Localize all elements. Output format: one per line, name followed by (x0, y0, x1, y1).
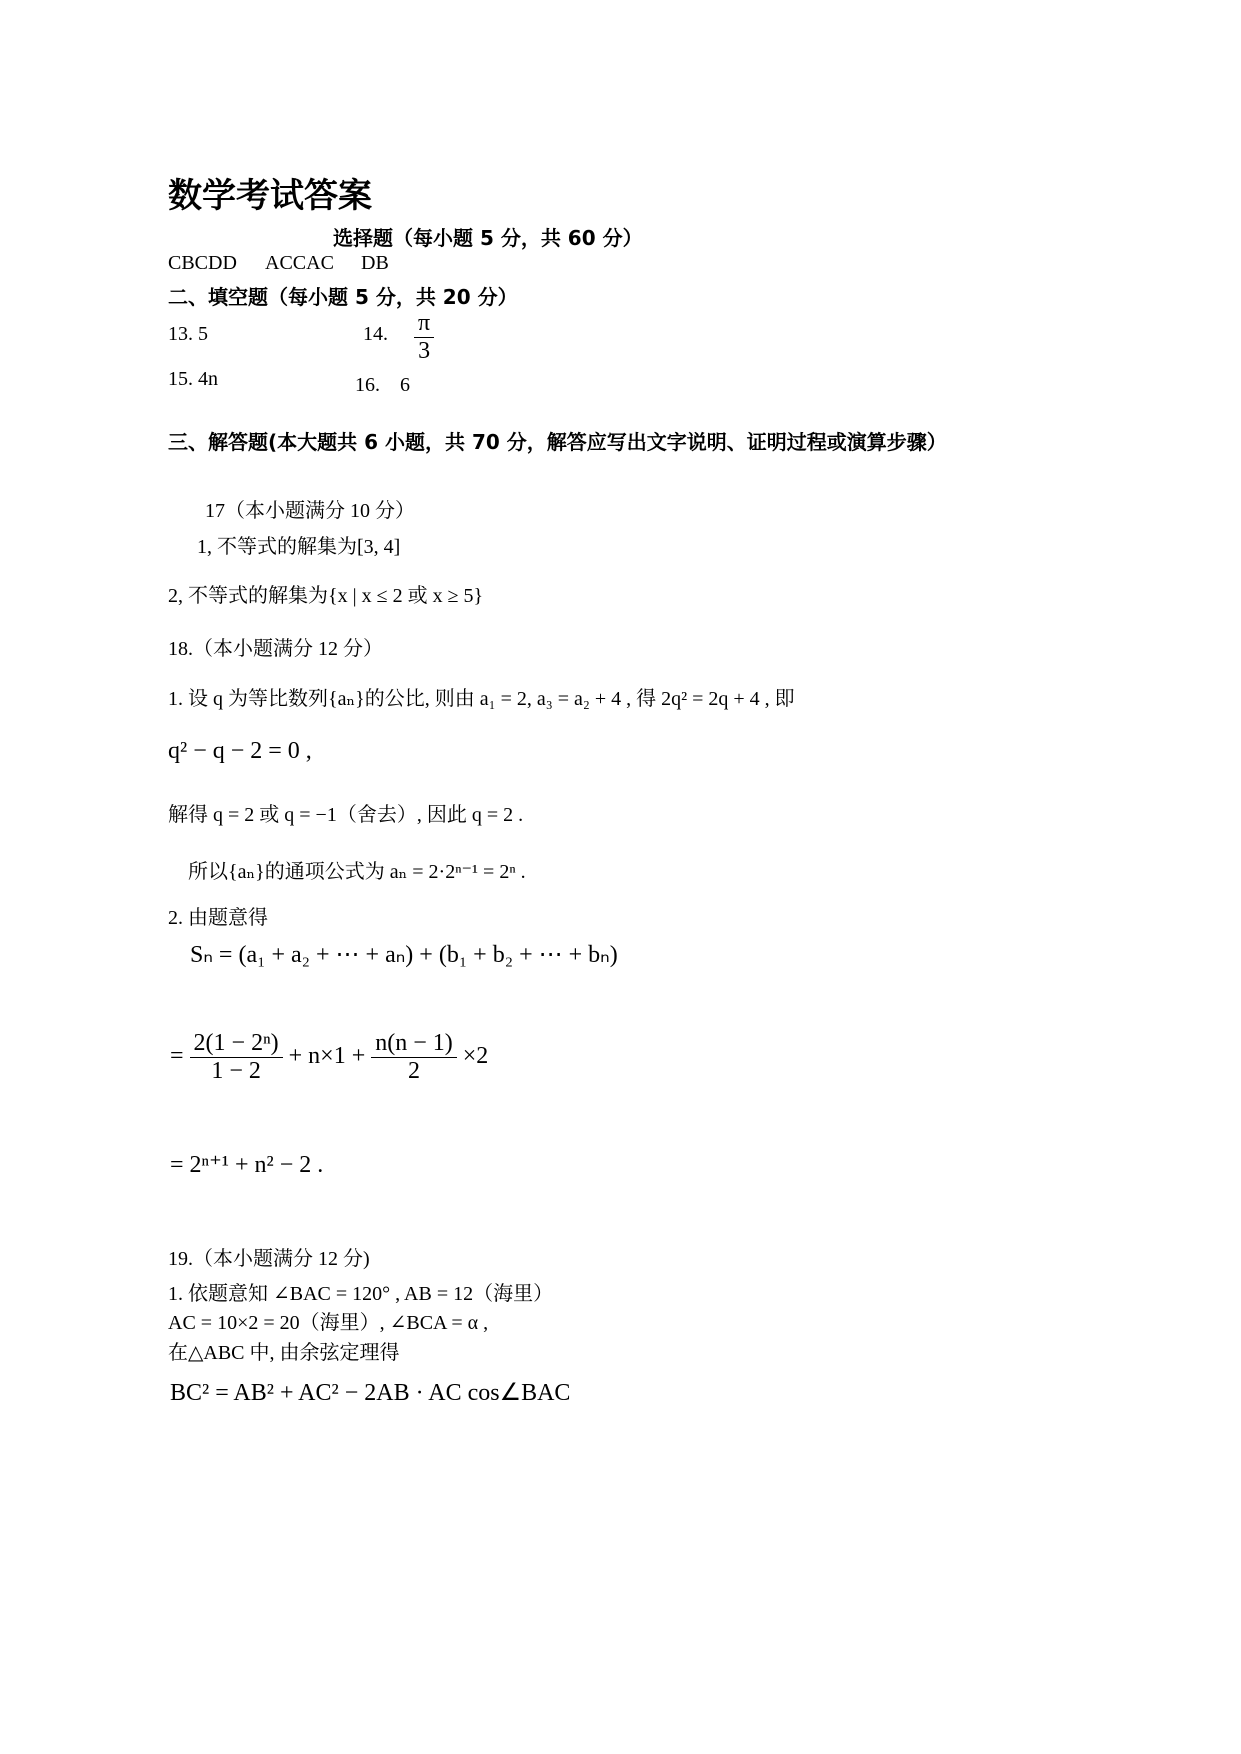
q19-line2: AC = 10×2 = 20（海里）, ∠BCA = α , (168, 1312, 489, 1334)
choice-answers-group-2: ACCAC (265, 252, 334, 274)
q18-heading: 18.（本小题满分 12 分） (168, 638, 383, 660)
q17-part2: 2, 不等式的解集为{x | x ≤ 2 或 x ≥ 5} (168, 585, 484, 607)
q17-heading: 17（本小题满分 10 分） (205, 500, 415, 522)
page-title: 数学考试答案 (168, 176, 372, 216)
q19-heading: 19.（本小题满分 12 分) (168, 1248, 370, 1270)
answer-14-denominator: 3 (414, 337, 434, 365)
q18-line4: 所以{aₙ}的通项公式为 aₙ = 2·2ⁿ⁻¹ = 2ⁿ . (188, 861, 526, 883)
q18-middle-term: + n×1 + (288, 1043, 366, 1070)
q18-line6: Sₙ = (a₁ + a₂ + ⋯ + aₙ) + (b₁ + b₂ + ⋯ + bₙ) (190, 942, 618, 968)
answer-14-label: 14. (363, 323, 388, 345)
q18-tail: ×2 (462, 1043, 489, 1070)
answer-13: 13. 5 (168, 323, 208, 345)
answer-16: 16. 6 (355, 374, 410, 396)
answer-15: 15. 4n (168, 368, 218, 390)
q18-line5: 2. 由题意得 (168, 907, 268, 929)
q17-part1: 1, 不等式的解集为[3, 4] (197, 536, 401, 558)
q18-line3: 解得 q = 2 或 q = −1（舍去）, 因此 q = 2 . (168, 804, 524, 826)
answer-14-numerator: π (418, 310, 431, 336)
q19-line4: BC² = AB² + AC² − 2AB · AC cos∠BAC (170, 1380, 571, 1406)
answer-14-fraction (414, 310, 434, 365)
q18-frac1-denominator: 1 − 2 (190, 1057, 283, 1085)
q18-equals: = (170, 1043, 184, 1070)
q18-line8: = 2ⁿ⁺¹ + n² − 2 . (170, 1152, 324, 1178)
q18-frac2-numerator: n(n − 1) (375, 1030, 453, 1056)
q18-line1: 1. 设 q 为等比数列{aₙ}的公比, 则由 a₁ = 2, a₃ = a₂ + 4 , 得 2q² = 2q + 4 , 即 (168, 688, 795, 710)
q19-line3: 在△ABC 中, 由余弦定理得 (168, 1342, 400, 1364)
choice-answers-group-1: CBCDD (168, 252, 237, 274)
choice-answers-group-3: DB (361, 252, 389, 274)
q18-frac1-numerator: 2(1 − 2ⁿ) (193, 1030, 279, 1056)
q18-line2: q² − q − 2 = 0 , (168, 738, 312, 764)
section2-header: 二、填空题（每小题 5 分，共 20 分） (168, 285, 518, 309)
q18-frac2-denominator: 2 (371, 1057, 457, 1085)
section1-header: 选择题（每小题 5 分，共 60 分） (333, 226, 643, 250)
section3-header: 三、解答题(本大题共 6 小题，共 70 分，解答应写出文字说明、证明过程或演算步骤） (168, 430, 947, 454)
q19-line1: 1. 依题意知 ∠BAC = 120° , AB = 12（海里） (168, 1283, 554, 1305)
q18-line7 (170, 1030, 488, 1085)
